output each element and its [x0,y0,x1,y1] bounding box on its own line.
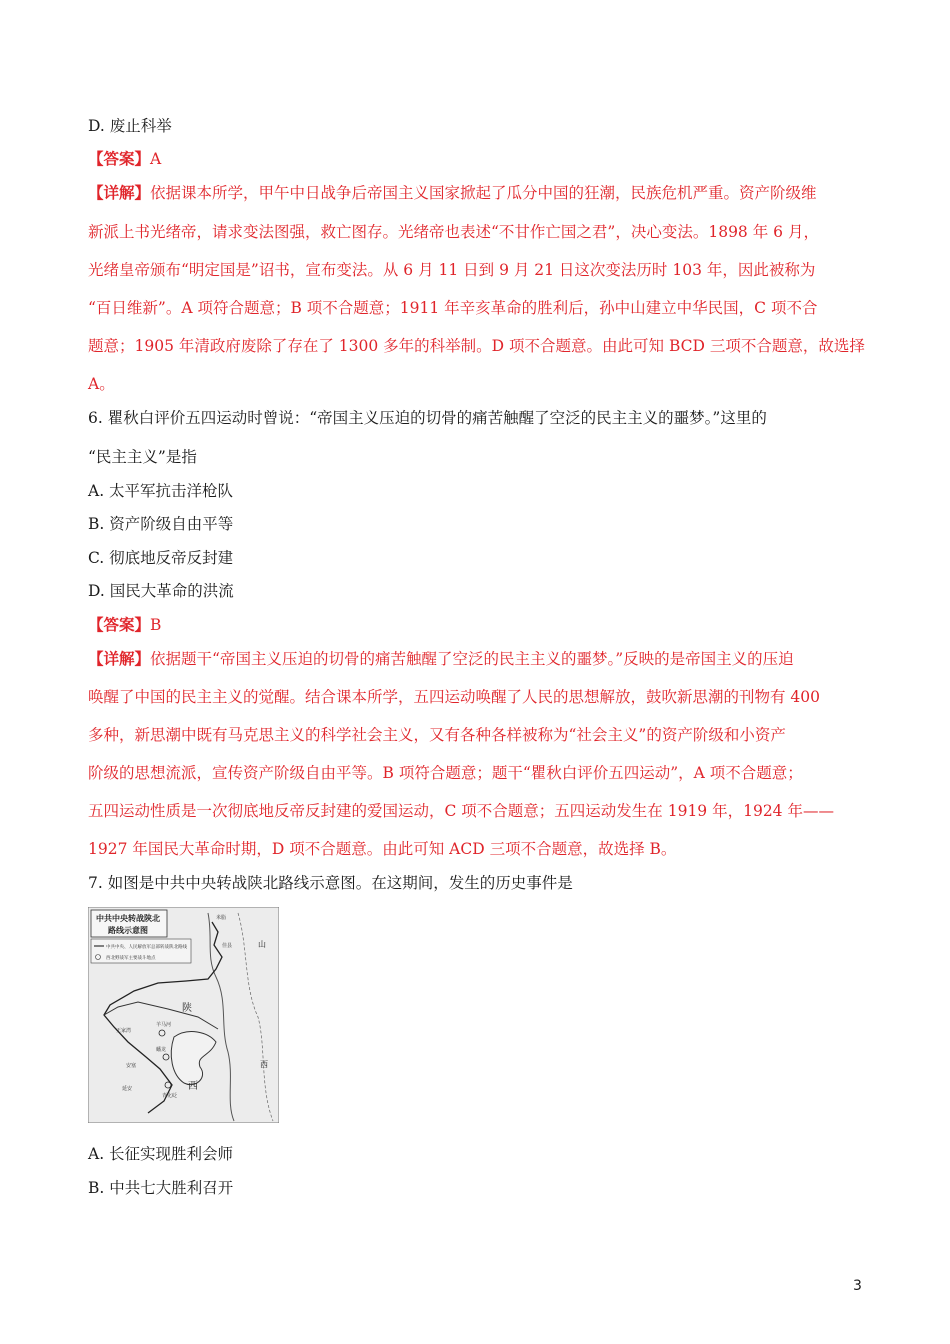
region-label: 陕 [182,1003,192,1014]
q6-detail-line: 唤醒了中国的民主主义的觉醒。结合课本所学，五四运动唤醒了人民的思想解放，鼓吹新思潮的刊物有 400 [88,688,821,706]
q5-detail-line: A。 [88,375,115,393]
q6-detail-line: 阶级的思想流派，宣传资产阶级自由平等。B 项符合题意；题干“瞿秋白评价五四运动”，A 项不合题意； [88,764,803,782]
answer-value: A [150,150,162,168]
q5-detail-line: 题意；1905 年清政府废除了存在了 1300 多年的科举制。D 项不合题意。由此可知 BCD 三项不合题意，故选择 [88,337,865,355]
place-label: 米脂 [216,915,227,921]
q6-option-a: A. 太平军抗击洋枪队 [88,482,234,500]
page-number: 3 [853,1278,862,1294]
q5-option-d: D. 废止科举 [88,117,172,135]
place-label: 羊马河 [156,1022,172,1028]
q6-detail-line: 五四运动性质是一次彻底地反帝反封建的爱国运动，C 项不合题意；五四运动发生在 1919 年，1924 年—— [88,802,834,820]
q5-detail-line: “百日维新”。A 项符合题意；B 项不合题意；1911 年辛亥革命的胜利后，孙中山建立中华民国，C 项不合 [88,299,818,317]
region-label: 西 [188,1081,198,1092]
answer-value: B [150,616,162,634]
q7-stem: 7. 如图是中共中央转战陕北路线示意图。在这期间，发生的历史事件是 [88,874,573,892]
q5-detail-line: 光绪皇帝颁布“明定国是”诏书，宣布变法。从 6 月 11 日到 9 月 21 日这次变法历时 103 年，因此被称为 [88,261,816,279]
place-label: 青化砭 [162,1093,178,1099]
map-title: 中共中央转战陕北 [96,914,160,923]
detail-tag: 【详解】 [88,183,151,202]
place-label: 蟠龙 [156,1047,167,1053]
q6-option-b: B. 资产阶级自由平等 [88,515,234,533]
q5-detail-text: 依据课本所学，甲午中日战争后帝国主义国家掀起了瓜分中国的狂潮，民族危机严重。资产阶级维 [150,184,817,202]
q6-detail-line: 1927 年国民大革命时期，D 项不合题意。由此可知 ACD 三项不合题意，故选择 B。 [88,840,677,858]
answer-tag: 【答案】 [88,615,151,634]
place-label: 佳县 [222,943,233,949]
q6-answer [88,614,161,636]
detail-tag: 【详解】 [88,649,151,668]
q6-detail-line: 多种，新思潮中既有马克思主义的科学社会主义，又有各种各样被称为“社会主义”的资产阶级和小资产 [88,726,786,744]
q5-detail-line: 新派上书光绪帝，请求变法图强，救亡图存。光绪帝也表述“不甘作亡国之君”，决心变法。1898 年 6 月， [88,223,819,241]
q6-stem: “民主主义”是指 [88,448,197,466]
q6-option-d: D. 国民大革命的洪流 [88,582,234,600]
legend-text: 中共中央、人民解放军总部转战陕北路线 [106,945,187,950]
legend-text: 西北野战军主要战斗地点 [106,956,156,961]
answer-tag: 【答案】 [88,149,151,168]
region-label: 山 [258,940,266,949]
q7-option-a: A. 长征实现胜利会师 [88,1145,234,1163]
region-label: 西 [260,1060,268,1069]
q7-option-b: B. 中共七大胜利召开 [88,1179,234,1197]
place-label: 王家湾 [116,1028,132,1034]
q6-stem: 6. 瞿秋白评价五四运动时曾说：“帝国主义压迫的切骨的痛苦触醒了空泛的民主主义的噩梦。”这里的 [88,409,767,427]
q5-detail-line [88,182,817,204]
place-label: 延安 [122,1086,133,1092]
map-title: 路线示意图 [108,926,148,935]
place-label: 安塞 [126,1063,137,1069]
q6-option-c: C. 彻底地反帝反封建 [88,549,234,567]
q5-answer [88,148,161,170]
route-map-figure [88,907,279,1123]
q6-detail-text: 依据题干“帝国主义压迫的切骨的痛苦触醒了空泛的民主主义的噩梦。”反映的是帝国主义的压迫 [150,650,794,668]
q6-detail-line [88,648,794,670]
